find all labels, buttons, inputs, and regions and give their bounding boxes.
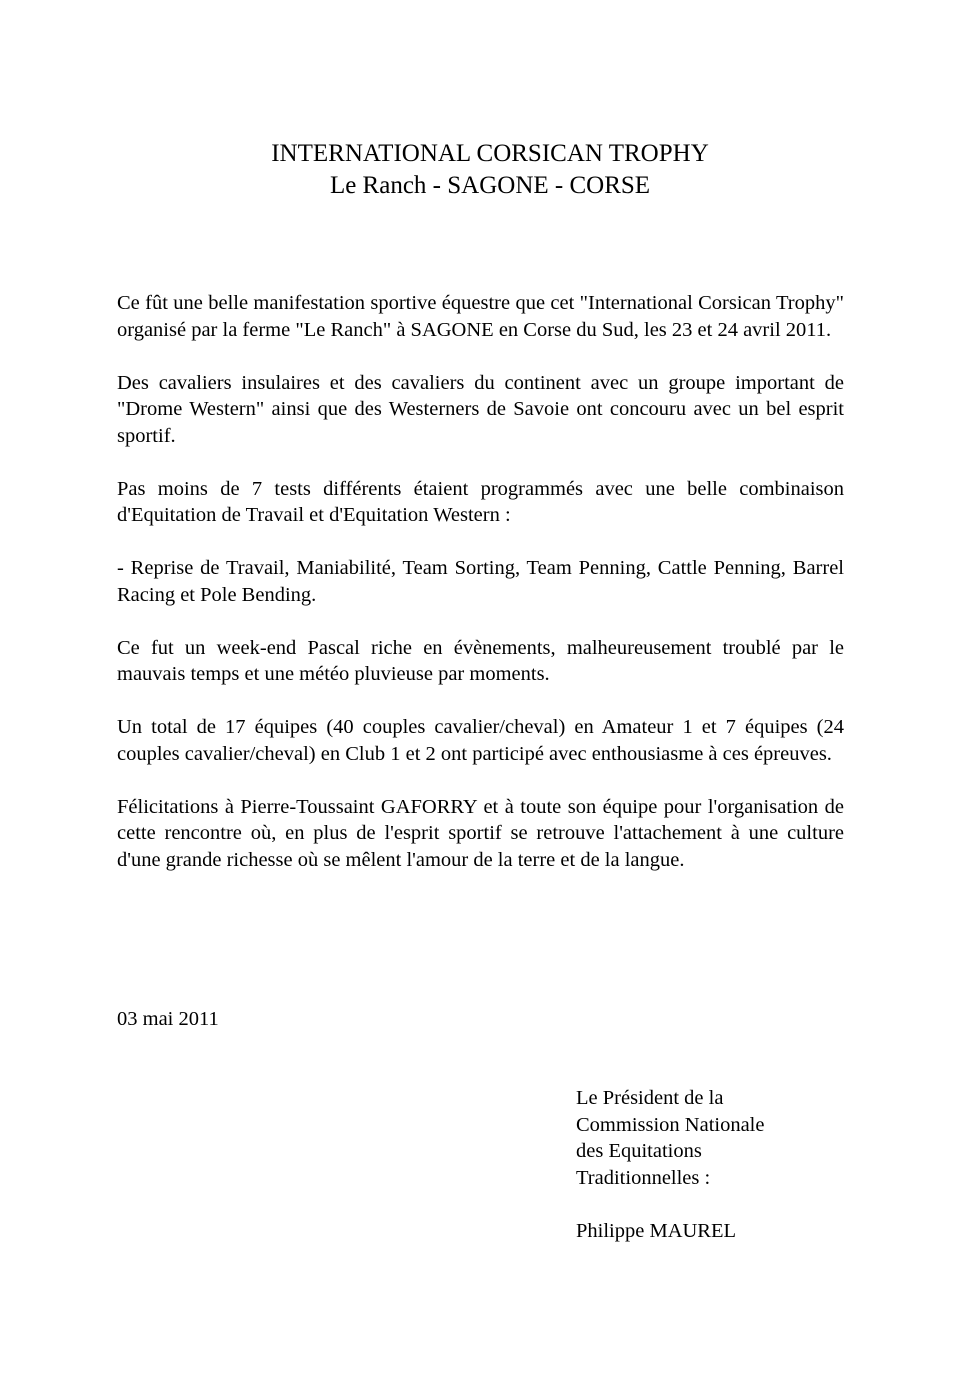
paragraph-weather: Ce fut un week-end Pascal riche en évènements, malheureusement troublé par le mauvais temps et une météo pluvieuse par moments. [117,636,844,685]
signature-line: Traditionnelles : [576,1166,711,1189]
paragraph-riders: Des cavaliers insulaires et des cavaliers du continent avec un groupe important de "Drome Western" ainsi que des Westerners de Savoie ont concouru avec un bel esprit sportif. [117,371,844,447]
title-line-2: Le Ranch - SAGONE - CORSE [329,172,651,199]
paragraph-test-list: - Reprise de Travail, Maniabilité, Team Sorting, Team Penning, Cattle Penning, Barrel Racing et Pole Bending. [117,557,844,606]
paragraph-teams: Un total de 17 équipes (40 couples cavalier/cheval) en Amateur 1 et 7 équipes (24 couples cavalier/cheval) en Club 1 et 2 ont participé avec enthousiasme à ces épreuves. [117,716,844,765]
signature-line: des Equitations [576,1140,702,1162]
document-date: 03 mai 2011 [117,1008,219,1030]
paragraph-tests: Pas moins de 7 tests différents étaient programmés avec une belle combinaison d'Equitation de Travail et d'Equitation Western : [117,477,844,526]
paragraph-intro: Ce fût une belle manifestation sportive équestre que cet "International Corsican Trophy" organisé par la ferme "Le Ranch" à SAGONE en Corse du Sud, les 23 et 24 avril 2011. [117,292,844,341]
document-title [0,138,980,202]
document-body [117,290,844,900]
signature-line: Commission Nationale [576,1113,765,1136]
signature-block [576,1085,764,1244]
title-line-1: INTERNATIONAL CORSICAN TROPHY [271,140,709,167]
signer-name: Philippe MAUREL [576,1219,737,1242]
paragraph-congratulations: Félicitations à Pierre-Toussaint GAFORRY et à toute son équipe pour l'organisation de cette rencontre où, en plus de l'esprit sportif se retrouve l'attachement à une culture d'une grande richesse où se mêlent l'amour de la terre et de la langue. [117,795,844,871]
signature-line: Le Président de la [576,1087,724,1109]
